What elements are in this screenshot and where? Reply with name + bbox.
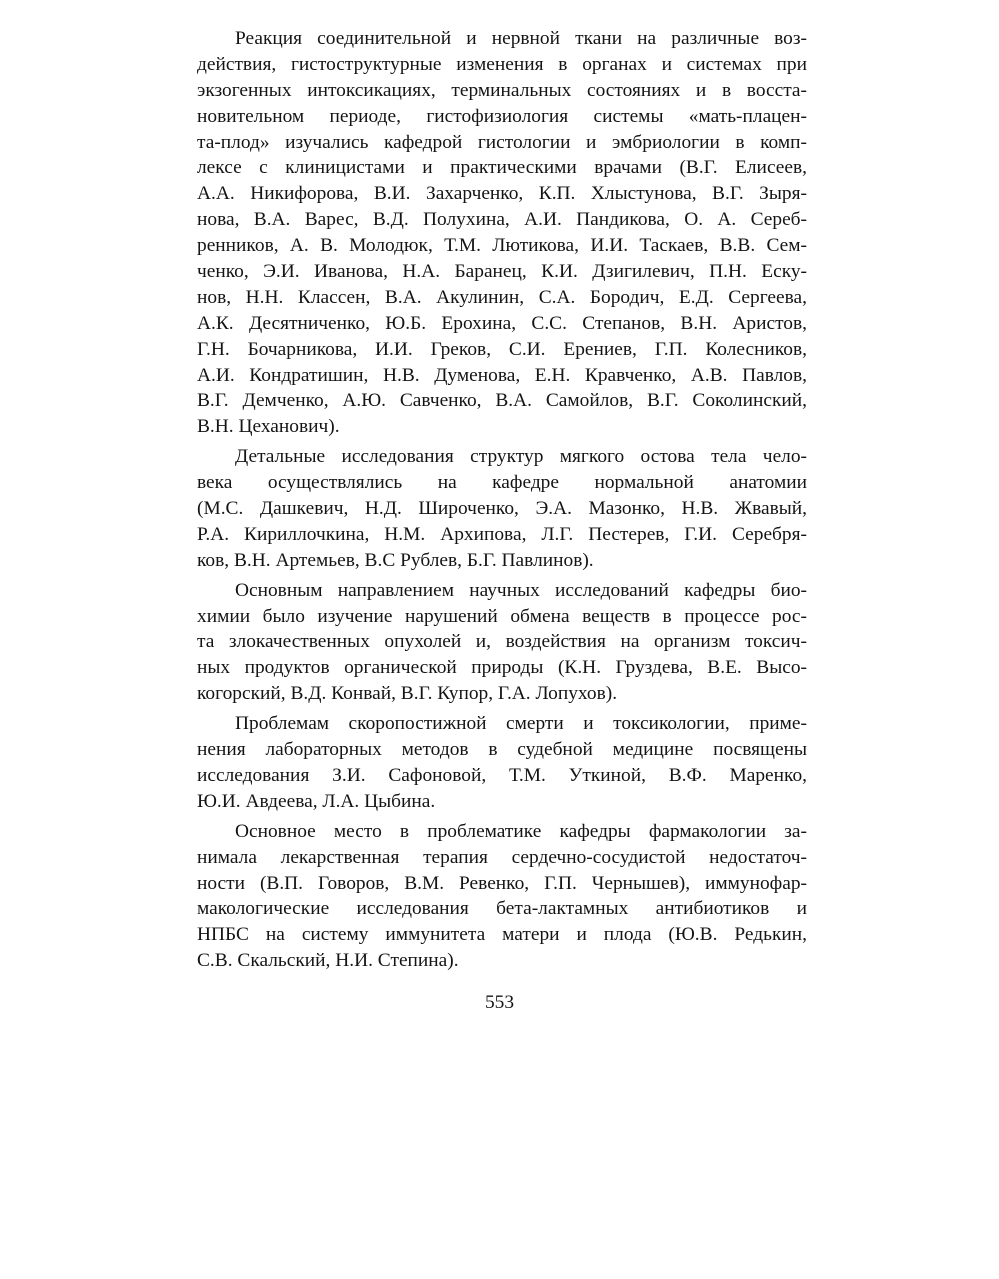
text-line: Проблемам скоропостижной смерти и токсикологии, приме-: [235, 713, 807, 735]
paragraph: [197, 711, 807, 815]
text-line: Детальные исследования структур мягкого остова тела чело-: [235, 446, 807, 468]
text-line: та-плод» изучались кафедрой гистологии и эмбриологии в комп-: [197, 131, 807, 153]
text-line: Основным направлением научных исследований кафедры био-: [235, 579, 807, 601]
text-line: А.И. Кондратишин, Н.В. Думенова, Е.Н. Кравченко, А.В. Павлов,: [197, 364, 807, 386]
text-line: (М.С. Дашкевич, Н.Д. Широченко, Э.А. Мазонко, Н.В. Жвавый,: [197, 498, 807, 520]
text-line: Ю.И. Авдеева, Л.А. Цыбина.: [197, 790, 436, 812]
text-line: ности (В.П. Говоров, В.М. Ревенко, Г.П. Чернышев), иммунофар-: [197, 872, 807, 894]
page-number: 553: [484, 992, 515, 1013]
text-line: новительном периоде, гистофизиология системы «мать-плацен-: [197, 105, 807, 127]
text-line: В.Г. Демченко, А.Ю. Савченко, В.А. Самойлов, В.Г. Соколинский,: [197, 390, 807, 412]
text-line: В.Н. Цеханович).: [197, 416, 340, 438]
text-line: лексе с клиницистами и практическими врачами (В.Г. Елисеев,: [197, 157, 807, 179]
text-line: экзогенных интоксикациях, терминальных состояниях и в восста-: [197, 79, 807, 101]
paragraph: [197, 578, 807, 707]
text-line: Г.Н. Бочарникова, И.И. Греков, С.И. Ерениев, Г.П. Колесников,: [197, 338, 807, 360]
text-line: когорский, В.Д. Конвай, В.Г. Купор, Г.А. Лопухов).: [197, 683, 618, 705]
text-line: ков, В.Н. Артемьев, В.С Рублев, Б.Г. Павлинов).: [197, 549, 594, 571]
text-line: века осуществлялись на кафедре нормальной анатомии: [197, 472, 807, 494]
paragraph: [197, 26, 807, 440]
text-line: ченко, Э.И. Иванова, Н.А. Баранец, К.И. Дзигилевич, П.Н. Еску-: [197, 261, 807, 283]
text-line: химии было изучение нарушений обмена веществ в процессе рос-: [197, 605, 807, 627]
text-line: ных продуктов органической природы (К.Н. Груздева, В.Е. Высо-: [197, 657, 807, 679]
body-text: [197, 26, 807, 978]
text-line: С.В. Скальский, Н.И. Степина).: [197, 950, 459, 972]
text-line: ренников, А. В. Молодюк, Т.М. Лютикова, И.И. Таскаев, В.В. Сем-: [197, 235, 807, 257]
text-line: нов, Н.Н. Классен, В.А. Акулинин, С.А. Бородич, Е.Д. Сергеева,: [197, 286, 807, 308]
paragraph: [197, 444, 807, 573]
text-line: Реакция соединительной и нервной ткани на различные воз-: [235, 28, 807, 49]
text-line: А.К. Десятниченко, Ю.Б. Ерохина, С.С. Степанов, В.Н. Аристов,: [197, 312, 807, 334]
paragraph: [197, 819, 807, 974]
text-line: нения лабораторных методов в судебной медицине посвящены: [197, 739, 807, 761]
text-line: НПБС на систему иммунитета матери и плода (Ю.В. Редькин,: [197, 924, 807, 946]
text-line: Основное место в проблематике кафедры фармакологии за-: [235, 820, 807, 842]
text-line: исследования З.И. Сафоновой, Т.М. Уткиной, В.Ф. Маренко,: [197, 764, 807, 786]
text-line: нимала лекарственная терапия сердечно-сосудистой недостаточ-: [197, 846, 807, 868]
text-line: макологические исследования бета-лактамных антибиотиков и: [197, 898, 807, 920]
text-line: та злокачественных опухолей и, воздействия на организм токсич-: [197, 631, 807, 653]
text-line: нова, В.А. Варес, В.Д. Полухина, А.И. Пандикова, О. А. Сереб-: [197, 209, 807, 231]
text-line: действия, гистоструктурные изменения в органах и системах при: [197, 53, 807, 75]
text-line: А.А. Никифорова, В.И. Захарченко, К.П. Хлыстунова, В.Г. Зыря-: [197, 183, 807, 205]
text-line: Р.А. Кириллочкина, Н.М. Архипова, Л.Г. Пестерев, Г.И. Серебря-: [197, 523, 807, 545]
